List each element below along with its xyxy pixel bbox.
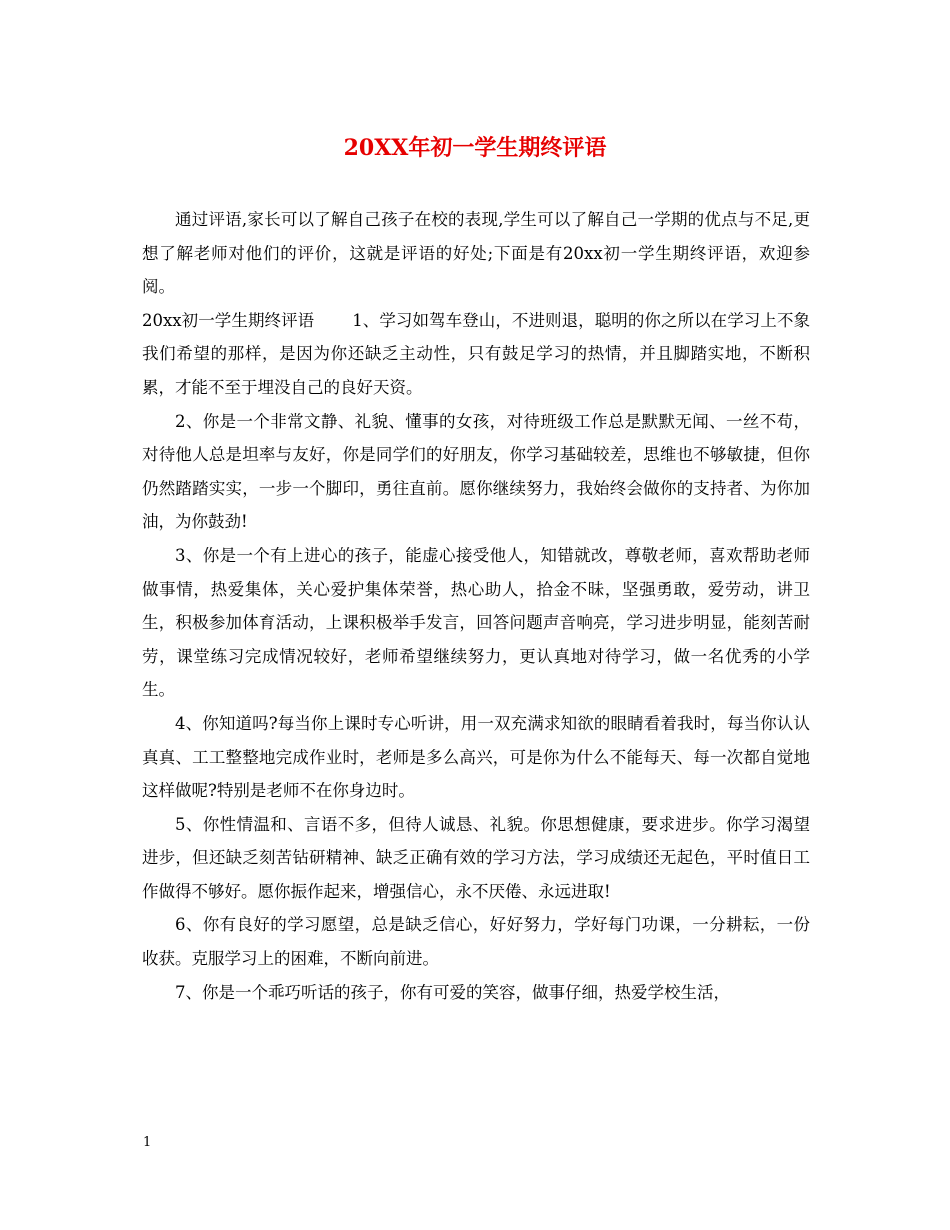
page-number: 1 [143, 1135, 152, 1150]
comment-item-7: 7、你是一个乖巧听话的孩子，你有可爱的笑容，做事仔细，热爱学校生活， [175, 982, 730, 1002]
comment-item-1: 1、学习如驾车登山，不进则退，聪明的你之所以在学习上不象我们希望的那样，是因为你还缺乏主动性，只有鼓足学习的热情，并且脚踏实地，不断积累，才能不至于埋没自己的良好天资。 [142, 310, 811, 397]
comment-item-5: 5、你性情温和、言语不多，但待人诚恳、礼貌。你思想健康，要求进步。你学习渴望进步，但还缺乏刻苦钻研精神、缺乏正确有效的学习方法，学习成绩还无起色，平时值日工作做得不够好。愿你振作起来，增强信心，永不厌倦、永远进取! [142, 814, 810, 901]
first-comment-paragraph [142, 304, 810, 405]
intro-paragraph: 通过评语,家长可以了解自己孩子在校的表现,学生可以了解自己一学期的优点与不足,更想了解老师对他们的评价，这就是评语的好处;下面是有20xx初一学生期终评语，欢迎参阅。 [142, 210, 810, 297]
comment-item-6: 6、你有良好的学习愿望，总是缺乏信心，好好努力，学好每门功课，一分耕耘，一份收获。克服学习上的困难，不断向前进。 [142, 915, 810, 969]
document-title: 20XX年初一学生期终评语 [343, 135, 607, 161]
comment-item-2: 2、你是一个非常文静、礼貌、懂事的女孩，对待班级工作总是默默无闻、一丝不苟，对待他人总是坦率与友好，你是同学们的好朋友，你学习基础较差，思维也不够敏捷，但你仍然踏踏实实，一步一个脚印，勇往直前。愿你继续努力，我始终会做你的支持者、为你加油，为你鼓劲! [142, 411, 810, 532]
comment-item-3: 3、你是一个有上进心的孩子，能虚心接受他人，知错就改，尊敬老师，喜欢帮助老师做事情，热爱集体，关心爱护集体荣誉，热心助人，拾金不昧，坚强勇敢，爱劳动，讲卫生，积极参加体育活动，上课积极举手发言，回答问题声音响亮，学习进步明显，能刻苦耐劳，课堂练习完成情况较好，老师希望继续努力，更认真地对待学习，做一名优秀的小学生。 [142, 545, 810, 700]
comment-item-4: 4、你知道吗?每当你上课时专心听讲，用一双充满求知欲的眼睛看着我时，每当你认认真真、工工整整地完成作业时，老师是多么高兴，可是你为什么不能每天、每一次都自觉地这样做呢?特别是老师不在你身边时。 [142, 713, 810, 801]
document-body [142, 203, 810, 1009]
section-subtitle: 20xx初一学生期终评语 [142, 310, 315, 330]
